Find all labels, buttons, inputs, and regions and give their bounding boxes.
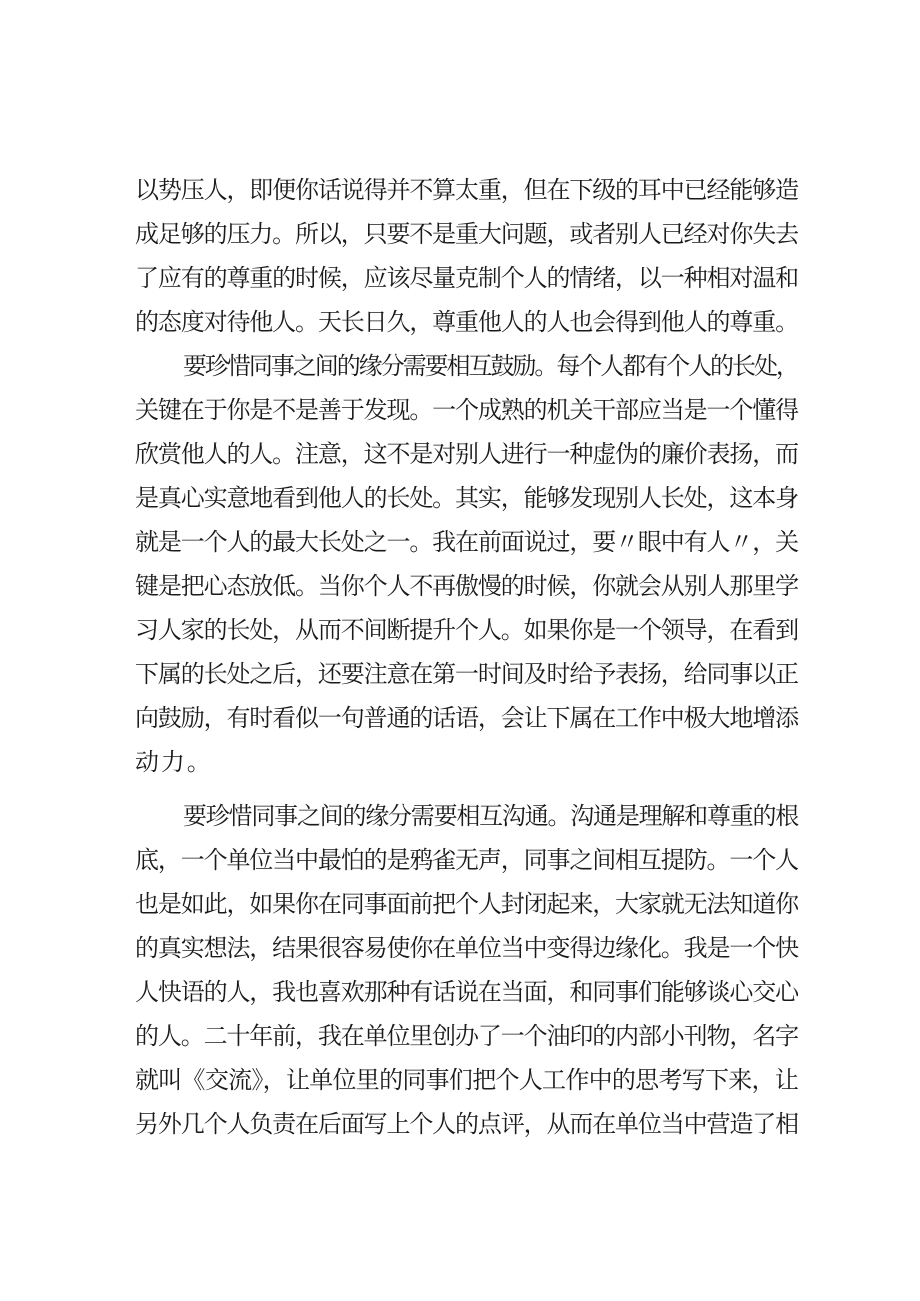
text-line: 要珍惜同事之间的缘分需要相互鼓励。每个人都有个人的长处， [183,352,798,380]
paragraph-2 [135,344,798,784]
text-line: 关键在于你是不是善于发现。一个成熟的机关干部应当是一个懂得 [135,396,798,424]
text-line: 习人家的长处，从而不间断提升个人。如果你是一个领导，在看到 [135,616,798,644]
text-line: 底，一个单位当中最怕的是鸦雀无声，同事之间相互提防。一个人 [135,846,798,874]
text-line: 动力。 [135,748,213,776]
text-line: 就叫《交流》，让单位里的同事们把个人工作中的思考写下来，让 [135,1066,799,1094]
text-line: 了应有的尊重的时候，应该尽量克制个人的情绪，以一种相对温和 [135,264,798,292]
text-line: 成足够的压力。所以，只要不是重大问题，或者别人已经对你失去 [135,220,798,248]
text-line: 的态度对待他人。天长日久，尊重他人的人也会得到他人的尊重。 [135,308,798,336]
document-body [135,168,798,1146]
text-line: 的真实想法，结果很容易使你在单位当中变得边缘化。我是一个快 [135,934,798,962]
text-line: 向鼓励，有时看似一句普通的话语，会让下属在工作中极大地增添 [135,704,798,732]
text-line: 是真心实意地看到他人的长处。其实，能够发现别人长处，这本身 [135,484,798,512]
text-line: 就是一个人的最大长处之一。我在前面说过，要〃眼中有人〃，关 [135,528,798,556]
text-line: 另外几个人负责在后面写上个人的点评，从而在单位当中营造了相 [135,1110,798,1138]
text-line: 要珍惜同事之间的缘分需要相互沟通。沟通是理解和尊重的根 [183,802,799,830]
text-line: 下属的长处之后，还要注意在第一时间及时给予表扬，给同事以正 [135,660,798,688]
text-line: 的人。二十年前，我在单位里创办了一个油印的内部小刊物，名字 [135,1022,798,1050]
text-line: 键是把心态放低。当你个人不再傲慢的时候，你就会从别人那里学 [135,572,798,600]
paragraph-3 [135,794,798,1146]
text-line: 也是如此，如果你在同事面前把个人封闭起来，大家就无法知道你 [135,890,798,918]
text-line: 欣赏他人的人。注意，这不是对别人进行一种虚伪的廉价表扬，而 [135,440,798,468]
text-line: 人快语的人，我也喜欢那种有话说在当面，和同事们能够谈心交心 [135,978,798,1006]
text-line: 以势压人，即便你话说得并不算太重，但在下级的耳中已经能够造 [135,176,798,204]
paragraph-1 [135,168,798,344]
